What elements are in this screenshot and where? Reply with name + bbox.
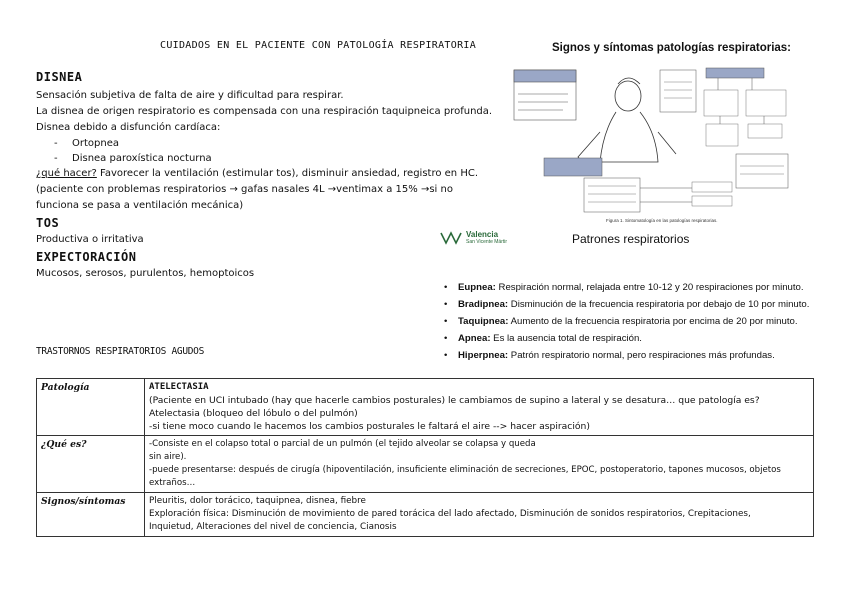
figure-box (514, 70, 576, 82)
page-title: CUIDADOS EN EL PACIENTE CON PATOLOGÍA RESPIRATORIA (160, 40, 477, 51)
list-item: • Taquipnea: Aumento de la frecuencia respiratoria por encima de 20 por minuto. (442, 315, 842, 328)
disnea-line-3: Disnea debido a disfunción cardíaca: (36, 122, 221, 133)
cell-line: Inquietud, Alteraciones del nivel de conciencia, Cianosis (149, 522, 397, 532)
list-item: - Disnea paroxística nocturna (54, 153, 212, 168)
cell-line: -si tiene moco cuando le hacemos los cambios posturales le faltará el aire --> hacer aspiración) (149, 421, 590, 432)
cell-line: -puede presentarse: después de cirugía (hipoventilación, insuficiente eliminación de secreciones, EPOC, postoperatorio, tapones mucosos, objetos (149, 465, 781, 475)
trastornos-table (36, 378, 814, 537)
list-item: • Eupnea: Respiración normal, relajada entre 10-12 y 20 respiraciones por minuto. (442, 281, 842, 294)
list-item: - Ortopnea (54, 138, 212, 153)
question-answer: Favorecer la ventilación (estimular tos), disminuir ansiedad, registro en HC. (96, 168, 479, 179)
logo-text: Valencia (466, 230, 499, 239)
cell-line: Exploración física: Disminución de movimiento de pared torácica del lado afectado, Disminución de sonidos respiratorios, Crepitaciones, (149, 509, 751, 519)
cell-line: sin aire). (149, 452, 187, 462)
disnea-note-1: (paciente con problemas respiratorios → gafas nasales 4L →ventimax a 15% →si no (36, 184, 453, 195)
patrones-title: Patrones respiratorios (572, 232, 690, 246)
disnea-types-list (54, 138, 212, 168)
university-logo (440, 230, 507, 245)
table-row (37, 436, 814, 493)
table-cell (145, 436, 814, 493)
row-label: ¿Qué es? (37, 436, 145, 493)
disnea-action (36, 168, 478, 179)
table-cell (145, 493, 814, 537)
patrones-list (442, 281, 842, 366)
list-item: • Apnea: Es la ausencia total de respiración. (442, 332, 842, 345)
pathology-name: ATELECTASIA (149, 382, 209, 392)
disnea-line-1: Sensación subjetiva de falta de aire y dificultad para respirar. (36, 90, 344, 101)
table-cell (145, 379, 814, 436)
disnea-line-2: La disnea de origen respiratorio es compensada con una respiración taquipneica profunda. (36, 106, 493, 117)
question-label: ¿qué hacer? (36, 168, 97, 179)
tos-text: Productiva o irritativa (36, 234, 144, 245)
disnea-heading: DISNEA (36, 70, 83, 84)
cell-line: Atelectasia (bloqueo del lóbulo o del pulmón) (149, 408, 358, 419)
logo-subtext: San Vicente Mártir (466, 239, 508, 245)
expectoracion-heading: EXPECTORACIÓN (36, 250, 137, 264)
list-item: • Hiperpnea: Patrón respiratorio normal, pero respiraciones más profundas. (442, 349, 842, 362)
figure-title: Signos y síntomas patologías respiratorias: (552, 42, 792, 54)
cell-line: -Consiste en el colapso total o parcial de un pulmón (el tejido alveolar se colapsa y queda (149, 439, 536, 449)
figure-caption: Figura 1. Sintomatología en las patologías respiratorias. (606, 218, 718, 223)
table-row (37, 379, 814, 436)
cell-line: Pleuritis, dolor torácico, taquipnea, disnea, fiebre (149, 496, 366, 506)
cell-line: extraños… (149, 478, 196, 488)
person-head (615, 81, 641, 111)
logo-icon (440, 231, 462, 245)
row-label: Patología (37, 379, 145, 436)
disnea-note-2: funciona se pasa a ventilación mecánica) (36, 200, 244, 211)
row-label: Signos/síntomas (37, 493, 145, 537)
list-item: • Bradipnea: Disminución de la frecuencia respiratoria por debajo de 10 por minuto. (442, 298, 842, 311)
cell-line: (Paciente en UCI intubado (hay que hacerle cambios posturales) le cambiamos de supino a lateral y se desatura… que patología es? (149, 395, 760, 406)
expectoracion-text: Mucosos, serosos, purulentos, hemoptoicos (36, 268, 255, 279)
tos-heading: TOS (36, 216, 60, 230)
symptoms-figure (508, 62, 790, 224)
person-body (600, 112, 658, 162)
trastornos-title: TRASTORNOS RESPIRATORIOS AGUDOS (36, 346, 205, 357)
table-row (37, 493, 814, 537)
